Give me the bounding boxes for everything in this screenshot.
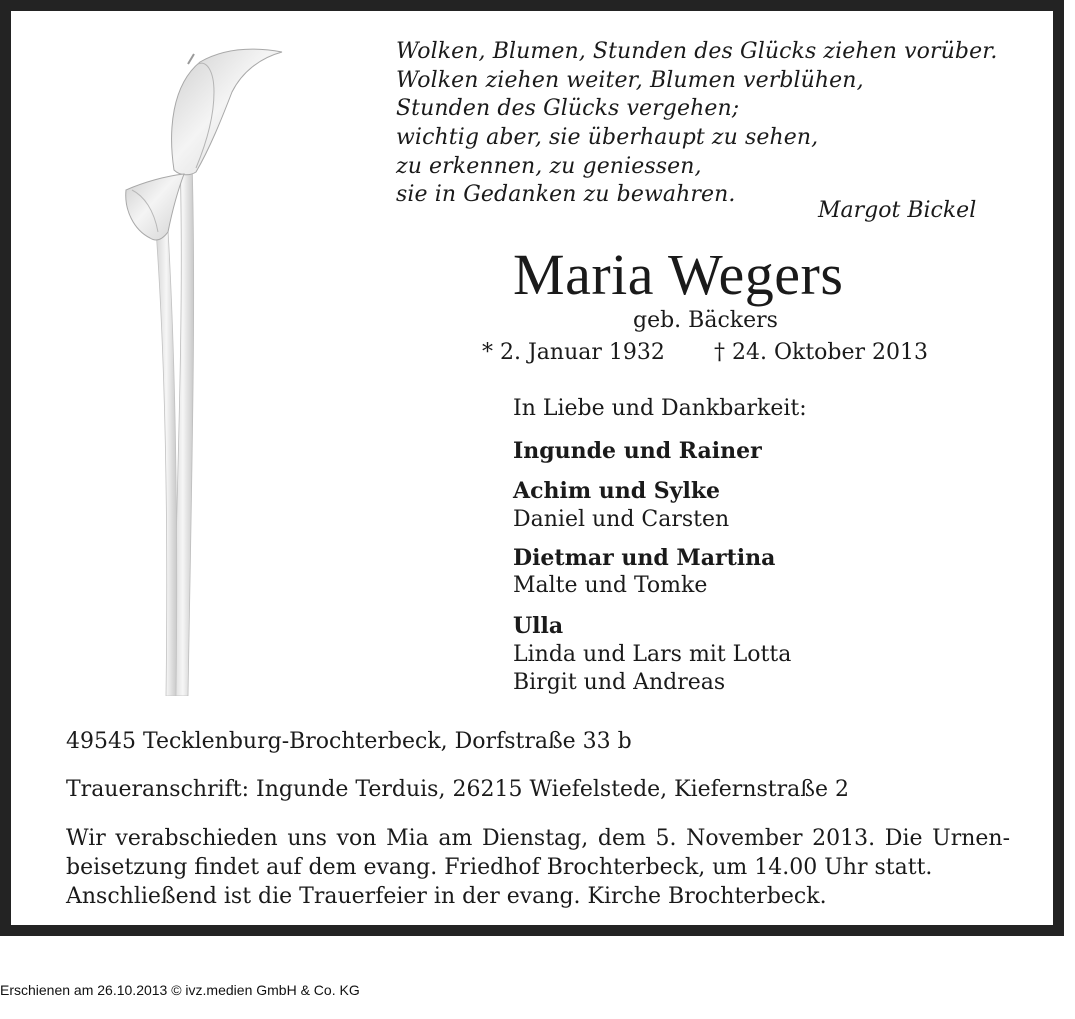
mourners-intro: In Liebe und Dankbarkeit: xyxy=(513,396,807,421)
family-head: Dietmar und Martina xyxy=(513,545,776,571)
poem-line: Wolken, Blumen, Stunden des Glücks ziehen vorüber. xyxy=(396,39,998,64)
family-head: Ingunde und Rainer xyxy=(513,438,762,464)
poem-line: zu erkennen, zu geniessen, xyxy=(396,153,702,179)
poem-line: wichtig aber, sie überhaupt zu sehen, xyxy=(396,125,819,151)
poem xyxy=(396,38,997,210)
poem-line: Stunden des Glücks vergehen; xyxy=(396,96,740,122)
death-date: † 24. Oktober 2013 xyxy=(714,340,929,365)
notice-line: Wir verabschieden uns von Mia am Dienstag, dem 5. November 2013. Die Urnen- xyxy=(66,826,1010,851)
notice-line: Anschließend ist die Trauerfeier in der evang. Kirche Brochterbeck. xyxy=(66,884,827,909)
residence-address: 49545 Tecklenburg-Brochterbeck, Dorfstraße 33 b xyxy=(66,729,632,754)
notice-line: beisetzung findet auf dem evang. Friedhof Brochterbeck, um 14.00 Uhr statt. xyxy=(66,855,933,880)
poem-line: sie in Gedanken zu bewahren. xyxy=(396,182,736,208)
funeral-notice xyxy=(66,824,1010,911)
family-head: Ulla xyxy=(513,613,564,639)
mourning-address: Traueranschrift: Ingunde Terduis, 26215 Wiefelstede, Kiefernstraße 2 xyxy=(66,777,849,802)
family-member: Linda und Lars mit Lotta xyxy=(513,642,792,667)
birth-name: geb. Bäckers xyxy=(633,308,778,333)
calla-lily-illustration xyxy=(110,40,300,696)
family-member: Malte und Tomke xyxy=(513,573,708,598)
publication-footer: Erschienen am 26.10.2013 © ivz.medien GmbH & Co. KG xyxy=(0,982,360,998)
family-head: Achim und Sylke xyxy=(513,478,721,504)
family-member: Birgit und Andreas xyxy=(513,670,726,695)
poem-author: Margot Bickel xyxy=(818,198,977,223)
deceased-name: Maria Wegers xyxy=(513,242,844,307)
family-member: Daniel und Carsten xyxy=(513,507,730,532)
birth-date: * 2. Januar 1932 xyxy=(482,340,665,365)
poem-line: Wolken ziehen weiter, Blumen verblühen, xyxy=(396,67,864,93)
